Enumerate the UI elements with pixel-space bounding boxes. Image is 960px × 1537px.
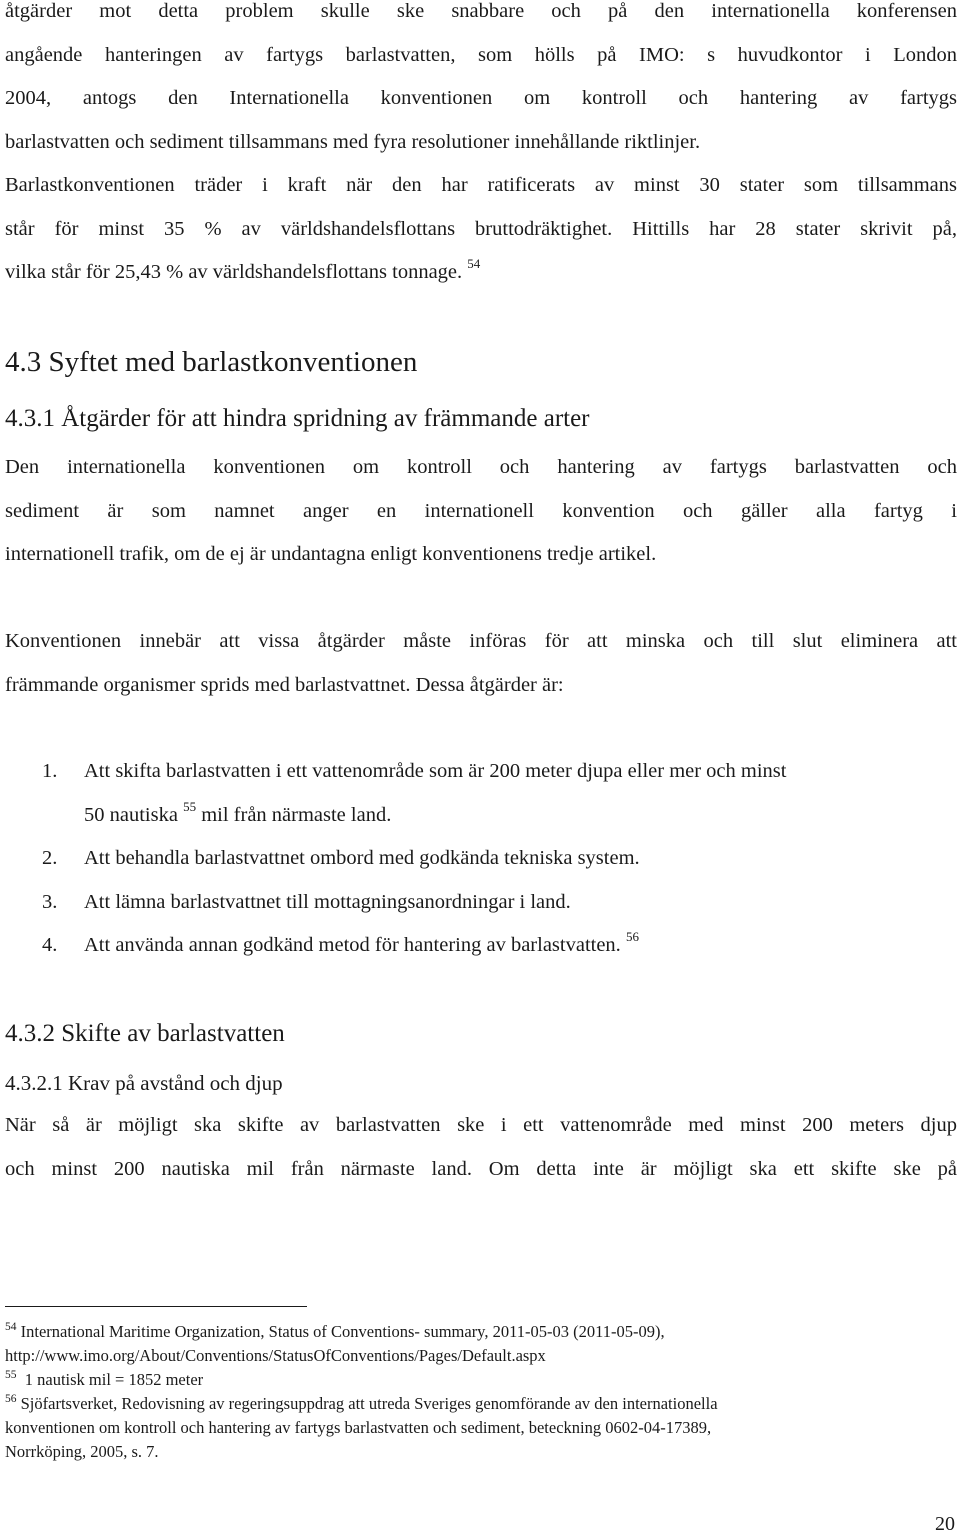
list-item <box>42 750 957 837</box>
footnote-ref-56[interactable]: 56 <box>625 929 639 944</box>
list-number: 1. <box>42 760 58 782</box>
footnote-text: International Maritime Organization, Status of Conventions- summary, 2011-05-03 (2011-05-09), <box>20 1322 665 1341</box>
list-item <box>42 881 957 925</box>
text-line: 2004, antogs den Internationella konventionen om kontroll och hantering av fartygs <box>5 87 957 109</box>
footnote-text: Sjöfartsverket, Redovisning av regeringsuppdrag att utreda Sveriges genomförande av den internationella <box>20 1394 718 1413</box>
text-line: angående hanteringen av fartygs barlastvatten, som hölls på IMO: s huvudkontor i London <box>5 43 957 66</box>
footnote-56 <box>5 1392 957 1416</box>
list-number: 3. <box>42 890 58 913</box>
list-item-text: 50 nautiska <box>84 803 178 826</box>
text-line: främmande organismer sprids med barlastvattnet. Dessa åtgärder är: <box>5 673 564 696</box>
text-line: Barlastkonventionen träder i kraft när den har ratificerats av minst 30 stater som tillsammans <box>5 174 957 196</box>
footnote-number: 55 <box>5 1369 17 1381</box>
paragraph-ratification <box>5 0 957 295</box>
text-line: Den internationella konventionen om kontroll och hantering av fartygs barlastvatten och <box>5 456 957 478</box>
footnote-ref-54[interactable]: 54 <box>467 256 481 271</box>
list-item-text: Att behandla barlastvattnet ombord med godkända tekniska system. <box>84 847 640 869</box>
list-item-continuation <box>84 794 391 838</box>
section-heading-4-3: 4.3 Syftet med barlastkonventionen <box>5 346 418 378</box>
list-item-text: mil från närmaste land. <box>196 803 392 826</box>
list-number: 4. <box>42 934 58 956</box>
footnote-55 <box>5 1368 957 1392</box>
paragraph-measures-intro <box>5 620 957 707</box>
text-line: står för minst 35 % av världshandelsflottans bruttodräktighet. Hittills har 28 stater skrivit på, <box>5 217 957 240</box>
footnote-link[interactable]: http://www.imo.org/About/Conventions/StatusOfConventions/Pages/Default.aspx <box>5 1346 546 1365</box>
paragraph-distance-depth <box>5 1104 957 1191</box>
text-line: När så är möjligt ska skifte av barlastvatten ske i ett vattenområde med minst 200 meters djup <box>5 1114 957 1136</box>
paragraph-convention-scope <box>5 446 957 577</box>
list-item-content <box>84 924 639 968</box>
measures-list <box>42 750 957 968</box>
list-item <box>42 837 957 881</box>
text-line: åtgärder mot detta problem skulle ske snabbare och på den internationella konferensen <box>5 0 957 22</box>
text-line: och minst 200 nautiska mil från närmaste land. Om detta inte är möjligt ska ett skifte ske på <box>5 1157 957 1180</box>
list-item <box>42 924 957 968</box>
page-number: 20 <box>935 1513 955 1535</box>
footnotes <box>5 1320 957 1464</box>
footnote-54 <box>5 1320 957 1344</box>
footnote-ref-55[interactable]: 55 <box>183 798 197 814</box>
section-heading-4-3-2-1: 4.3.2.1 Krav på avstånd och djup <box>5 1071 283 1095</box>
footnote-number: 54 <box>5 1321 17 1333</box>
section-heading-4-3-1: 4.3.1 Åtgärder för att hindra spridning av främmande arter <box>5 405 590 432</box>
section-heading-4-3-2: 4.3.2 Skifte av barlastvatten <box>5 1020 285 1047</box>
text-line: internationell trafik, om de ej är undantagna enligt konventionens tredje artikel. <box>5 543 657 565</box>
footnote-text: 1 nautisk mil = 1852 meter <box>24 1370 204 1389</box>
footnote-number: 56 <box>5 1393 17 1405</box>
text-line: vilka står för 25,43 % av världshandelsflottans tonnage. <box>5 261 463 283</box>
text-line-with-footnote <box>5 251 957 295</box>
list-item-text: Att skifta barlastvatten i ett vattenområde som är 200 meter djupa eller mer och minst <box>84 760 787 782</box>
footnote-separator <box>5 1306 307 1307</box>
footnote-text: konventionen om kontroll och hantering av fartygs barlastvatten och sediment, beteckning 0602-04-17389, <box>5 1418 712 1437</box>
text-line: sediment är som namnet anger en internationell konvention och gäller alla fartyg i <box>5 499 957 522</box>
list-item-text: Att lämna barlastvattnet till mottagningsanordningar i land. <box>84 890 571 913</box>
list-item-text: Att använda annan godkänd metod för hantering av barlastvatten. <box>84 934 621 956</box>
text-line: barlastvatten och sediment tillsammans med fyra resolutioner innehållande riktlinjer. <box>5 130 701 153</box>
footnote-text: Norrköping, 2005, s. 7. <box>5 1442 159 1461</box>
document-page <box>5 0 957 1537</box>
text-line: Konventionen innebär att vissa åtgärder måste införas för att minska och till slut eliminera att <box>5 630 957 652</box>
list-number: 2. <box>42 847 58 869</box>
